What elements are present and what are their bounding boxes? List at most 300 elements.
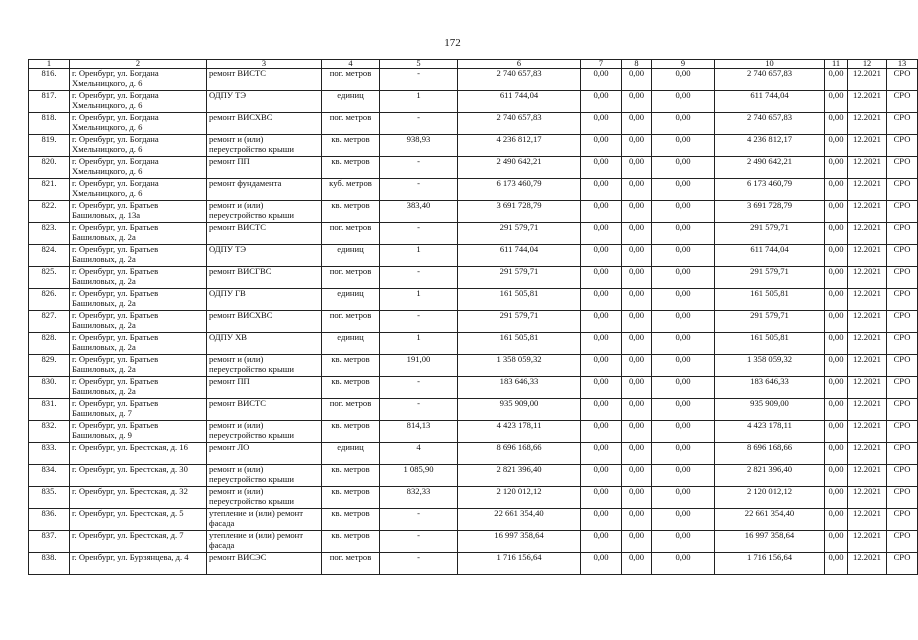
work-type-cell: ремонт ВИСХВС — [207, 113, 322, 135]
work-type-cell: ОДПУ ХВ — [207, 333, 322, 355]
fund-cost-cell: 161 505,81 — [715, 289, 825, 311]
quantity-cell: 1 — [380, 333, 458, 355]
cost-cell: 0,00 — [581, 465, 622, 487]
cost-cell: 0,00 — [825, 553, 848, 575]
total-cost-cell: 2 740 657,83 — [458, 113, 581, 135]
row-number: 837. — [29, 531, 70, 553]
table-row — [29, 487, 918, 509]
address-cell: г. Оренбург, ул. Брестская, д. 5 — [70, 509, 207, 531]
cost-cell: 0,00 — [825, 377, 848, 399]
cost-cell: 0,00 — [622, 553, 652, 575]
date-cell: 12.2021 — [848, 553, 887, 575]
row-number: 817. — [29, 91, 70, 113]
fund-cost-cell: 22 661 354,40 — [715, 509, 825, 531]
unit-cell: пог. метров — [322, 113, 380, 135]
row-number: 819. — [29, 135, 70, 157]
fund-cost-cell: 291 579,71 — [715, 311, 825, 333]
table-row — [29, 333, 918, 355]
cost-cell: 0,00 — [652, 289, 715, 311]
table-row — [29, 91, 918, 113]
work-type-cell: ремонт ВИСХВС — [207, 311, 322, 333]
unit-cell: кв. метров — [322, 531, 380, 553]
method-cell: СРО — [887, 201, 918, 223]
address-cell: г. Оренбург, ул. Богдана Хмельницкого, д. 6 — [70, 179, 207, 201]
cost-cell: 0,00 — [652, 355, 715, 377]
cost-cell: 0,00 — [652, 267, 715, 289]
total-cost-cell: 291 579,71 — [458, 267, 581, 289]
fund-cost-cell: 935 909,00 — [715, 399, 825, 421]
cost-cell: 0,00 — [652, 377, 715, 399]
method-cell: СРО — [887, 443, 918, 465]
cost-cell: 0,00 — [622, 245, 652, 267]
fund-cost-cell: 2 120 012,12 — [715, 487, 825, 509]
work-type-cell: ремонт и (или) переустройство крыши — [207, 355, 322, 377]
date-cell: 12.2021 — [848, 487, 887, 509]
cost-cell: 0,00 — [622, 465, 652, 487]
cost-cell: 0,00 — [622, 399, 652, 421]
row-number: 834. — [29, 465, 70, 487]
row-number: 836. — [29, 509, 70, 531]
cost-cell: 0,00 — [581, 179, 622, 201]
total-cost-cell: 22 661 354,40 — [458, 509, 581, 531]
work-type-cell: ОДПУ ГВ — [207, 289, 322, 311]
fund-cost-cell: 16 997 358,64 — [715, 531, 825, 553]
cost-cell: 0,00 — [581, 377, 622, 399]
quantity-cell: - — [380, 113, 458, 135]
cost-cell: 0,00 — [825, 245, 848, 267]
fund-cost-cell: 2 490 642,21 — [715, 157, 825, 179]
repair-plan-table — [28, 59, 918, 575]
address-cell: г. Оренбург, ул. Богдана Хмельницкого, д. 6 — [70, 69, 207, 91]
cost-cell: 0,00 — [825, 113, 848, 135]
work-type-cell: ремонт и (или) переустройство крыши — [207, 487, 322, 509]
cost-cell: 0,00 — [825, 289, 848, 311]
cost-cell: 0,00 — [622, 509, 652, 531]
cost-cell: 0,00 — [581, 487, 622, 509]
total-cost-cell: 4 236 812,17 — [458, 135, 581, 157]
page-number: 172 — [444, 37, 461, 49]
method-cell: СРО — [887, 399, 918, 421]
row-number: 830. — [29, 377, 70, 399]
cost-cell: 0,00 — [652, 443, 715, 465]
date-cell: 12.2021 — [848, 399, 887, 421]
unit-cell: пог. метров — [322, 311, 380, 333]
total-cost-cell: 291 579,71 — [458, 223, 581, 245]
table-row — [29, 135, 918, 157]
cost-cell: 0,00 — [652, 487, 715, 509]
date-cell: 12.2021 — [848, 333, 887, 355]
date-cell: 12.2021 — [848, 201, 887, 223]
unit-cell: единиц — [322, 91, 380, 113]
total-cost-cell: 161 505,81 — [458, 289, 581, 311]
table-row — [29, 113, 918, 135]
cost-cell: 0,00 — [825, 69, 848, 91]
quantity-cell: 4 — [380, 443, 458, 465]
row-number: 835. — [29, 487, 70, 509]
address-cell: г. Оренбург, ул. Богдана Хмельницкого, д. 6 — [70, 113, 207, 135]
column-header: 3 — [207, 60, 322, 69]
cost-cell: 0,00 — [825, 421, 848, 443]
table-row — [29, 355, 918, 377]
total-cost-cell: 16 997 358,64 — [458, 531, 581, 553]
unit-cell: единиц — [322, 289, 380, 311]
row-number: 818. — [29, 113, 70, 135]
row-number: 826. — [29, 289, 70, 311]
cost-cell: 0,00 — [825, 531, 848, 553]
unit-cell: кв. метров — [322, 201, 380, 223]
total-cost-cell: 611 744,04 — [458, 91, 581, 113]
quantity-cell: - — [380, 377, 458, 399]
total-cost-cell: 4 423 178,11 — [458, 421, 581, 443]
unit-cell: кв. метров — [322, 509, 380, 531]
cost-cell: 0,00 — [581, 69, 622, 91]
quantity-cell: 191,00 — [380, 355, 458, 377]
total-cost-cell: 2 490 642,21 — [458, 157, 581, 179]
cost-cell: 0,00 — [825, 443, 848, 465]
cost-cell: 0,00 — [622, 487, 652, 509]
quantity-cell: - — [380, 509, 458, 531]
total-cost-cell: 291 579,71 — [458, 311, 581, 333]
cost-cell: 0,00 — [622, 421, 652, 443]
row-number: 821. — [29, 179, 70, 201]
address-cell: г. Оренбург, ул. Братьев Башиловых, д. 2а — [70, 333, 207, 355]
unit-cell: кв. метров — [322, 157, 380, 179]
column-header: 12 — [848, 60, 887, 69]
fund-cost-cell: 8 696 168,66 — [715, 443, 825, 465]
column-header: 10 — [715, 60, 825, 69]
row-number: 831. — [29, 399, 70, 421]
cost-cell: 0,00 — [581, 245, 622, 267]
address-cell: г. Оренбург, ул. Братьев Башиловых, д. 7 — [70, 399, 207, 421]
method-cell: СРО — [887, 355, 918, 377]
unit-cell: пог. метров — [322, 553, 380, 575]
table-row — [29, 289, 918, 311]
cost-cell: 0,00 — [652, 509, 715, 531]
table-row — [29, 421, 918, 443]
cost-cell: 0,00 — [825, 179, 848, 201]
method-cell: СРО — [887, 157, 918, 179]
method-cell: СРО — [887, 91, 918, 113]
method-cell: СРО — [887, 377, 918, 399]
cost-cell: 0,00 — [581, 135, 622, 157]
cost-cell: 0,00 — [581, 355, 622, 377]
total-cost-cell: 2 740 657,83 — [458, 69, 581, 91]
row-number: 825. — [29, 267, 70, 289]
cost-cell: 0,00 — [825, 157, 848, 179]
cost-cell: 0,00 — [622, 91, 652, 113]
quantity-cell: - — [380, 223, 458, 245]
quantity-cell: - — [380, 69, 458, 91]
quantity-cell: 938,93 — [380, 135, 458, 157]
total-cost-cell: 3 691 728,79 — [458, 201, 581, 223]
total-cost-cell: 8 696 168,66 — [458, 443, 581, 465]
cost-cell: 0,00 — [652, 91, 715, 113]
cost-cell: 0,00 — [581, 289, 622, 311]
fund-cost-cell: 291 579,71 — [715, 267, 825, 289]
method-cell: СРО — [887, 245, 918, 267]
method-cell: СРО — [887, 113, 918, 135]
fund-cost-cell: 1 716 156,64 — [715, 553, 825, 575]
work-type-cell: ремонт и (или) переустройство крыши — [207, 135, 322, 157]
cost-cell: 0,00 — [581, 311, 622, 333]
date-cell: 12.2021 — [848, 289, 887, 311]
work-type-cell: ремонт ВИСТС — [207, 69, 322, 91]
column-header: 1 — [29, 60, 70, 69]
address-cell: г. Оренбург, ул. Братьев Башиловых, д. 2а — [70, 311, 207, 333]
cost-cell: 0,00 — [825, 465, 848, 487]
work-type-cell: ремонт ПП — [207, 157, 322, 179]
cost-cell: 0,00 — [652, 179, 715, 201]
method-cell: СРО — [887, 311, 918, 333]
cost-cell: 0,00 — [652, 135, 715, 157]
date-cell: 12.2021 — [848, 135, 887, 157]
work-type-cell: ремонт ЛО — [207, 443, 322, 465]
fund-cost-cell: 2 821 396,40 — [715, 465, 825, 487]
method-cell: СРО — [887, 421, 918, 443]
row-number: 824. — [29, 245, 70, 267]
row-number: 823. — [29, 223, 70, 245]
cost-cell: 0,00 — [581, 267, 622, 289]
method-cell: СРО — [887, 333, 918, 355]
cost-cell: 0,00 — [825, 91, 848, 113]
cost-cell: 0,00 — [825, 267, 848, 289]
cost-cell: 0,00 — [622, 113, 652, 135]
cost-cell: 0,00 — [825, 487, 848, 509]
date-cell: 12.2021 — [848, 157, 887, 179]
table-row — [29, 509, 918, 531]
total-cost-cell: 2 821 396,40 — [458, 465, 581, 487]
method-cell: СРО — [887, 487, 918, 509]
fund-cost-cell: 2 740 657,83 — [715, 113, 825, 135]
method-cell: СРО — [887, 465, 918, 487]
fund-cost-cell: 1 358 059,32 — [715, 355, 825, 377]
address-cell: г. Оренбург, ул. Богдана Хмельницкого, д. 6 — [70, 157, 207, 179]
row-number: 827. — [29, 311, 70, 333]
unit-cell: кв. метров — [322, 135, 380, 157]
cost-cell: 0,00 — [622, 179, 652, 201]
table-row — [29, 531, 918, 553]
method-cell: СРО — [887, 179, 918, 201]
quantity-cell: 1 — [380, 289, 458, 311]
address-cell: г. Оренбург, ул. Брестская, д. 32 — [70, 487, 207, 509]
cost-cell: 0,00 — [622, 135, 652, 157]
table-row — [29, 465, 918, 487]
column-header: 8 — [622, 60, 652, 69]
cost-cell: 0,00 — [652, 531, 715, 553]
date-cell: 12.2021 — [848, 443, 887, 465]
cost-cell: 0,00 — [581, 531, 622, 553]
table-row — [29, 553, 918, 575]
work-type-cell: ремонт и (или) переустройство крыши — [207, 421, 322, 443]
cost-cell: 0,00 — [622, 289, 652, 311]
address-cell: г. Оренбург, ул. Братьев Башиловых, д. 2а — [70, 377, 207, 399]
date-cell: 12.2021 — [848, 377, 887, 399]
cost-cell: 0,00 — [652, 553, 715, 575]
work-type-cell: ремонт ВИСГВС — [207, 267, 322, 289]
quantity-cell: - — [380, 399, 458, 421]
cost-cell: 0,00 — [622, 69, 652, 91]
unit-cell: пог. метров — [322, 399, 380, 421]
cost-cell: 0,00 — [581, 91, 622, 113]
row-number: 822. — [29, 201, 70, 223]
date-cell: 12.2021 — [848, 355, 887, 377]
address-cell: г. Оренбург, ул. Братьев Башиловых, д. 2а — [70, 355, 207, 377]
date-cell: 12.2021 — [848, 267, 887, 289]
cost-cell: 0,00 — [652, 399, 715, 421]
address-cell: г. Оренбург, ул. Брестская, д. 7 — [70, 531, 207, 553]
cost-cell: 0,00 — [622, 157, 652, 179]
total-cost-cell: 935 909,00 — [458, 399, 581, 421]
date-cell: 12.2021 — [848, 223, 887, 245]
method-cell: СРО — [887, 509, 918, 531]
date-cell: 12.2021 — [848, 421, 887, 443]
method-cell: СРО — [887, 289, 918, 311]
work-type-cell: ремонт ПП — [207, 377, 322, 399]
fund-cost-cell: 611 744,04 — [715, 91, 825, 113]
row-number: 833. — [29, 443, 70, 465]
quantity-cell: - — [380, 267, 458, 289]
cost-cell: 0,00 — [622, 377, 652, 399]
unit-cell: пог. метров — [322, 267, 380, 289]
unit-cell: пог. метров — [322, 69, 380, 91]
cost-cell: 0,00 — [581, 553, 622, 575]
quantity-cell: - — [380, 311, 458, 333]
fund-cost-cell: 291 579,71 — [715, 223, 825, 245]
address-cell: г. Оренбург, ул. Бурзянцева, д. 4 — [70, 553, 207, 575]
method-cell: СРО — [887, 267, 918, 289]
cost-cell: 0,00 — [622, 201, 652, 223]
date-cell: 12.2021 — [848, 245, 887, 267]
quantity-cell: 832,33 — [380, 487, 458, 509]
address-cell: г. Оренбург, ул. Брестская, д. 16 — [70, 443, 207, 465]
work-type-cell: ремонт ВИСТС — [207, 223, 322, 245]
fund-cost-cell: 2 740 657,83 — [715, 69, 825, 91]
address-cell: г. Оренбург, ул. Братьев Башиловых, д. 13а — [70, 201, 207, 223]
quantity-cell: 1 085,90 — [380, 465, 458, 487]
cost-cell: 0,00 — [581, 113, 622, 135]
row-number: 828. — [29, 333, 70, 355]
total-cost-cell: 183 646,33 — [458, 377, 581, 399]
work-type-cell: утепление и (или) ремонт фасада — [207, 509, 322, 531]
table-row — [29, 267, 918, 289]
cost-cell: 0,00 — [622, 311, 652, 333]
cost-cell: 0,00 — [622, 267, 652, 289]
cost-cell: 0,00 — [581, 443, 622, 465]
method-cell: СРО — [887, 531, 918, 553]
unit-cell: кв. метров — [322, 487, 380, 509]
date-cell: 12.2021 — [848, 465, 887, 487]
column-header: 11 — [825, 60, 848, 69]
cost-cell: 0,00 — [652, 421, 715, 443]
total-cost-cell: 2 120 012,12 — [458, 487, 581, 509]
unit-cell: кв. метров — [322, 421, 380, 443]
date-cell: 12.2021 — [848, 113, 887, 135]
cost-cell: 0,00 — [581, 421, 622, 443]
work-type-cell: утепление и (или) ремонт фасада — [207, 531, 322, 553]
date-cell: 12.2021 — [848, 179, 887, 201]
total-cost-cell: 161 505,81 — [458, 333, 581, 355]
fund-cost-cell: 161 505,81 — [715, 333, 825, 355]
quantity-cell: - — [380, 179, 458, 201]
unit-cell: куб. метров — [322, 179, 380, 201]
cost-cell: 0,00 — [581, 509, 622, 531]
method-cell: СРО — [887, 135, 918, 157]
column-header: 9 — [652, 60, 715, 69]
row-number: 816. — [29, 69, 70, 91]
table-row — [29, 311, 918, 333]
method-cell: СРО — [887, 69, 918, 91]
address-cell: г. Оренбург, ул. Богдана Хмельницкого, д. 6 — [70, 135, 207, 157]
table-row — [29, 179, 918, 201]
fund-cost-cell: 3 691 728,79 — [715, 201, 825, 223]
fund-cost-cell: 6 173 460,79 — [715, 179, 825, 201]
cost-cell: 0,00 — [652, 245, 715, 267]
table-row — [29, 223, 918, 245]
fund-cost-cell: 183 646,33 — [715, 377, 825, 399]
method-cell: СРО — [887, 553, 918, 575]
total-cost-cell: 611 744,04 — [458, 245, 581, 267]
cost-cell: 0,00 — [825, 135, 848, 157]
column-header: 2 — [70, 60, 207, 69]
table-row — [29, 201, 918, 223]
work-type-cell: ремонт фундамента — [207, 179, 322, 201]
row-number: 829. — [29, 355, 70, 377]
total-cost-cell: 1 716 156,64 — [458, 553, 581, 575]
address-cell: г. Оренбург, ул. Богдана Хмельницкого, д. 6 — [70, 91, 207, 113]
work-type-cell: ОДПУ ТЭ — [207, 245, 322, 267]
unit-cell: единиц — [322, 245, 380, 267]
fund-cost-cell: 611 744,04 — [715, 245, 825, 267]
row-number: 832. — [29, 421, 70, 443]
cost-cell: 0,00 — [825, 399, 848, 421]
quantity-cell: 814,13 — [380, 421, 458, 443]
date-cell: 12.2021 — [848, 91, 887, 113]
table-row — [29, 377, 918, 399]
total-cost-cell: 1 358 059,32 — [458, 355, 581, 377]
date-cell: 12.2021 — [848, 69, 887, 91]
column-header: 6 — [458, 60, 581, 69]
unit-cell: кв. метров — [322, 377, 380, 399]
address-cell: г. Оренбург, ул. Братьев Башиловых, д. 2а — [70, 223, 207, 245]
cost-cell: 0,00 — [581, 223, 622, 245]
fund-cost-cell: 4 423 178,11 — [715, 421, 825, 443]
unit-cell: кв. метров — [322, 465, 380, 487]
quantity-cell: - — [380, 553, 458, 575]
unit-cell: единиц — [322, 443, 380, 465]
address-cell: г. Оренбург, ул. Брестская, д. 30 — [70, 465, 207, 487]
cost-cell: 0,00 — [825, 311, 848, 333]
address-cell: г. Оренбург, ул. Братьев Башиловых, д. 2а — [70, 245, 207, 267]
cost-cell: 0,00 — [622, 531, 652, 553]
column-header: 4 — [322, 60, 380, 69]
address-cell: г. Оренбург, ул. Братьев Башиловых, д. 2а — [70, 267, 207, 289]
cost-cell: 0,00 — [622, 355, 652, 377]
address-cell: г. Оренбург, ул. Братьев Башиловых, д. 9 — [70, 421, 207, 443]
cost-cell: 0,00 — [652, 465, 715, 487]
cost-cell: 0,00 — [622, 223, 652, 245]
cost-cell: 0,00 — [581, 399, 622, 421]
work-type-cell: ремонт и (или) переустройство крыши — [207, 465, 322, 487]
cost-cell: 0,00 — [652, 311, 715, 333]
column-header: 13 — [887, 60, 918, 69]
cost-cell: 0,00 — [652, 113, 715, 135]
work-type-cell: ремонт и (или) переустройство крыши — [207, 201, 322, 223]
unit-cell: пог. метров — [322, 223, 380, 245]
row-number: 838. — [29, 553, 70, 575]
cost-cell: 0,00 — [622, 333, 652, 355]
cost-cell: 0,00 — [825, 355, 848, 377]
cost-cell: 0,00 — [581, 333, 622, 355]
